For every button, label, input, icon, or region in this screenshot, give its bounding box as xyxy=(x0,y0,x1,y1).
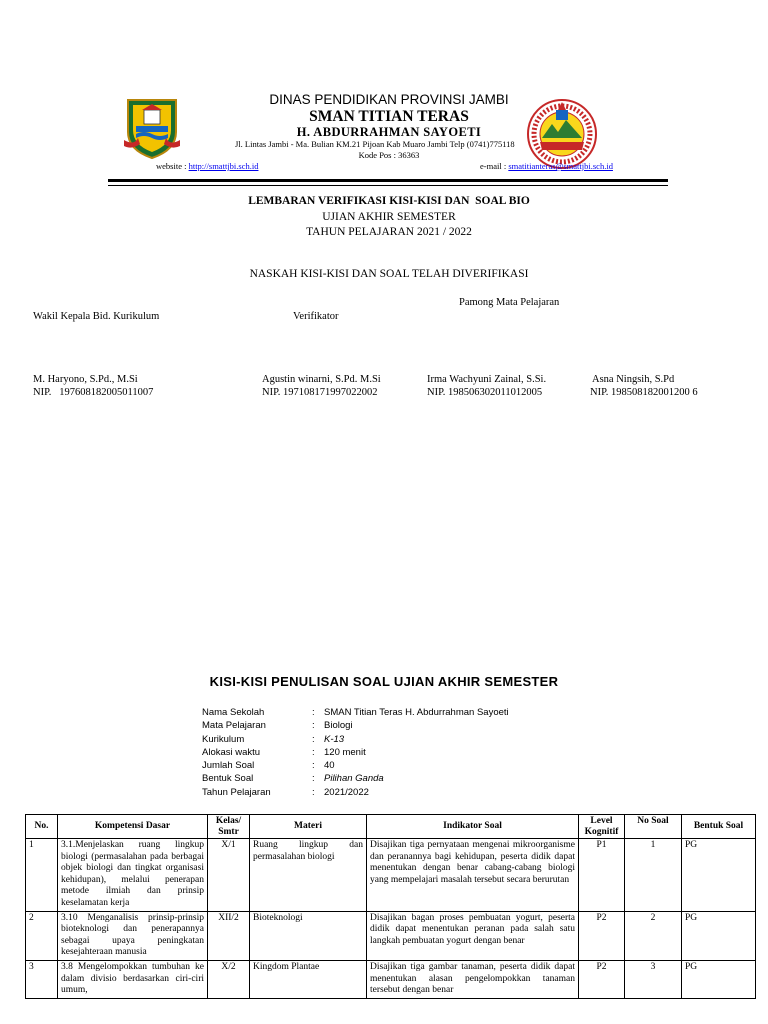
meta-colon: : xyxy=(312,746,315,758)
email-label: e-mail : xyxy=(480,161,507,171)
kisi-meta xyxy=(202,706,509,799)
meta-row-form xyxy=(202,772,509,785)
meta-value: 120 menit xyxy=(324,746,366,758)
verification-title: LEMBARAN VERIFIKASI KISI-KISI DAN SOAL BIO xyxy=(248,195,530,207)
meta-label: Alokasi waktu xyxy=(202,746,261,758)
cell-no: 3 xyxy=(26,960,58,998)
school-name: SMAN TITIAN TERAS xyxy=(309,108,469,125)
cell-materi: Kingdom Plantae xyxy=(250,960,367,998)
meta-value: SMAN Titian Teras H. Abdurrahman Sayoeti xyxy=(324,707,509,718)
kisi-title: KISI-KISI PENULISAN SOAL UJIAN AKHIR SEMESTER xyxy=(209,674,559,689)
meta-row-curriculum xyxy=(202,733,509,746)
meta-colon: : xyxy=(312,720,315,732)
meta-colon: : xyxy=(312,707,315,718)
cell-kd: 3.10 Menganalisis prinsip-prinsip bioteknologi dan penerapannya sebagai upaya peningkatan kesejahteraan manusia xyxy=(58,911,208,960)
cell-nosoal: 1 xyxy=(625,839,682,912)
agency-name: DINAS PENDIDIKAN PROVINSI JAMBI xyxy=(269,92,509,107)
kisi-table xyxy=(25,814,756,999)
meta-label: Kurikulum xyxy=(202,733,245,745)
meta-colon: : xyxy=(312,760,315,772)
meta-value: Pilihan Ganda xyxy=(324,773,384,785)
meta-value: 40 xyxy=(324,760,335,772)
cell-bentuk: PG xyxy=(682,839,756,912)
signatory-name-4: Asna Ningsih, S.Pd xyxy=(592,374,675,385)
signatory-nip-1: NIP. 197608182005011007 xyxy=(33,387,154,398)
website-link[interactable]: http://smattjbi.sch.id xyxy=(188,161,259,171)
verification-statement: NASKAH KISI-KISI DAN SOAL TELAH DIVERIFIKASI xyxy=(249,268,529,280)
postcode: Kode Pos : 36363 xyxy=(358,150,420,160)
exam-name: UJIAN AKHIR SEMESTER xyxy=(322,211,456,223)
table-row xyxy=(26,839,756,912)
cell-bentuk: PG xyxy=(682,911,756,960)
cell-kelas: XII/2 xyxy=(208,911,250,960)
col-header-level: Level Kognitif xyxy=(579,815,625,839)
meta-row-count xyxy=(202,759,509,772)
col-header-nosoal: No Soal xyxy=(625,815,682,839)
col-header-bentuk: Bentuk Soal xyxy=(682,815,756,839)
col-header-kelas: Kelas/ Smtr xyxy=(208,815,250,839)
table-header-row xyxy=(26,815,756,839)
cell-indikator: Disajikan tiga pernyataan mengenai mikroorganisme dan peranannya bagi kehidupan, peserta didik dapat menentukan dengan benar cabang-cabang biologi yang mempelajari masalah tersebut secara berurutan xyxy=(367,839,579,912)
meta-value: Biologi xyxy=(324,720,353,732)
cell-materi: Ruang lingkup dan permasalahan biologi xyxy=(250,839,367,912)
col-header-kd: Kompetensi Dasar xyxy=(58,815,208,839)
meta-row-year xyxy=(202,786,509,799)
letterhead-rule-thick xyxy=(108,179,668,182)
cell-materi: Bioteknologi xyxy=(250,911,367,960)
meta-label: Jumlah Soal xyxy=(202,760,255,772)
signatory-name-1: M. Haryono, S.Pd., M.Si xyxy=(33,374,138,385)
cell-nosoal: 2 xyxy=(625,911,682,960)
meta-row-time xyxy=(202,746,509,759)
role-verifikator: Verifikator xyxy=(293,311,339,322)
cell-level: P1 xyxy=(579,839,625,912)
table-row xyxy=(26,911,756,960)
meta-label: Bentuk Soal xyxy=(202,773,254,785)
website-label: website : xyxy=(156,161,187,171)
col-header-materi: Materi xyxy=(250,815,367,839)
meta-label: Nama Sekolah xyxy=(202,707,265,718)
cell-kd: 3.1.Menjelaskan ruang lingkup biologi (permasalahan pada berbagai objek biologi dan tingkat organisasi kehidupan), melalui penerapan metode ilmiah dan prinsip keselamatan kerja xyxy=(58,839,208,912)
meta-colon: : xyxy=(312,786,315,798)
school-address: Jl. Lintas Jambi - Ma. Bulian KM.21 Pijoan Kab Muaro Jambi Telp (0741)775118 xyxy=(235,139,515,149)
meta-label: Tahun Pelajaran xyxy=(202,786,271,798)
signatory-nip-2: NIP. 197108171997022002 xyxy=(262,387,378,398)
role-pamong: Pamong Mata Pelajaran xyxy=(459,297,560,308)
founder-name: H. ABDURRAHMAN SAYOETI xyxy=(296,125,482,139)
cell-no: 1 xyxy=(26,839,58,912)
cell-bentuk: PG xyxy=(682,960,756,998)
meta-row-subject xyxy=(202,719,509,732)
meta-row-school xyxy=(202,706,509,719)
meta-label: Mata Pelajaran xyxy=(202,720,266,732)
website-line xyxy=(156,161,258,171)
cell-kelas: X/2 xyxy=(208,960,250,998)
cell-indikator: Disajikan bagan proses pembuatan yogurt, peserta didik dapat menentukan peranan pada salah satu langkah pembuatan yogurt dengan benar xyxy=(367,911,579,960)
cell-level: P2 xyxy=(579,911,625,960)
email-link[interactable]: smatitianteras@smattjbi.sch.id xyxy=(508,161,613,171)
academic-year: TAHUN PELAJARAN 2021 / 2022 xyxy=(306,226,472,238)
signatory-nip-4: NIP. 198508182001200 6 xyxy=(590,387,698,398)
meta-value: 2021/2022 xyxy=(324,786,369,798)
col-header-indikator: Indikator Soal xyxy=(367,815,579,839)
cell-kd: 3.8 Mengelompokkan tumbuhan ke dalam divisio berdasarkan ciri-ciri umum, xyxy=(58,960,208,998)
cell-nosoal: 3 xyxy=(625,960,682,998)
cell-no: 2 xyxy=(26,911,58,960)
meta-colon: : xyxy=(312,773,315,785)
cell-indikator: Disajikan tiga gambar tanaman, peserta didik dapat menentukan alasan pengelompokkan tanaman tersebut dengan benar xyxy=(367,960,579,998)
meta-colon: : xyxy=(312,733,315,745)
meta-value: K-13 xyxy=(324,733,345,745)
signatory-name-2: Agustin winarni, S.Pd. M.Si xyxy=(262,374,381,385)
letterhead-rule-thin xyxy=(108,185,668,186)
table-row xyxy=(26,960,756,998)
role-wakil-kepala: Wakil Kepala Bid. Kurikulum xyxy=(33,311,160,322)
signatory-nip-3: NIP. 198506302011012005 xyxy=(427,387,543,398)
signatory-name-3: Irma Wachyuni Zainal, S.Si. xyxy=(427,374,547,385)
col-header-no: No. xyxy=(26,815,58,839)
cell-level: P2 xyxy=(579,960,625,998)
cell-kelas: X/1 xyxy=(208,839,250,912)
email-line xyxy=(480,161,613,171)
